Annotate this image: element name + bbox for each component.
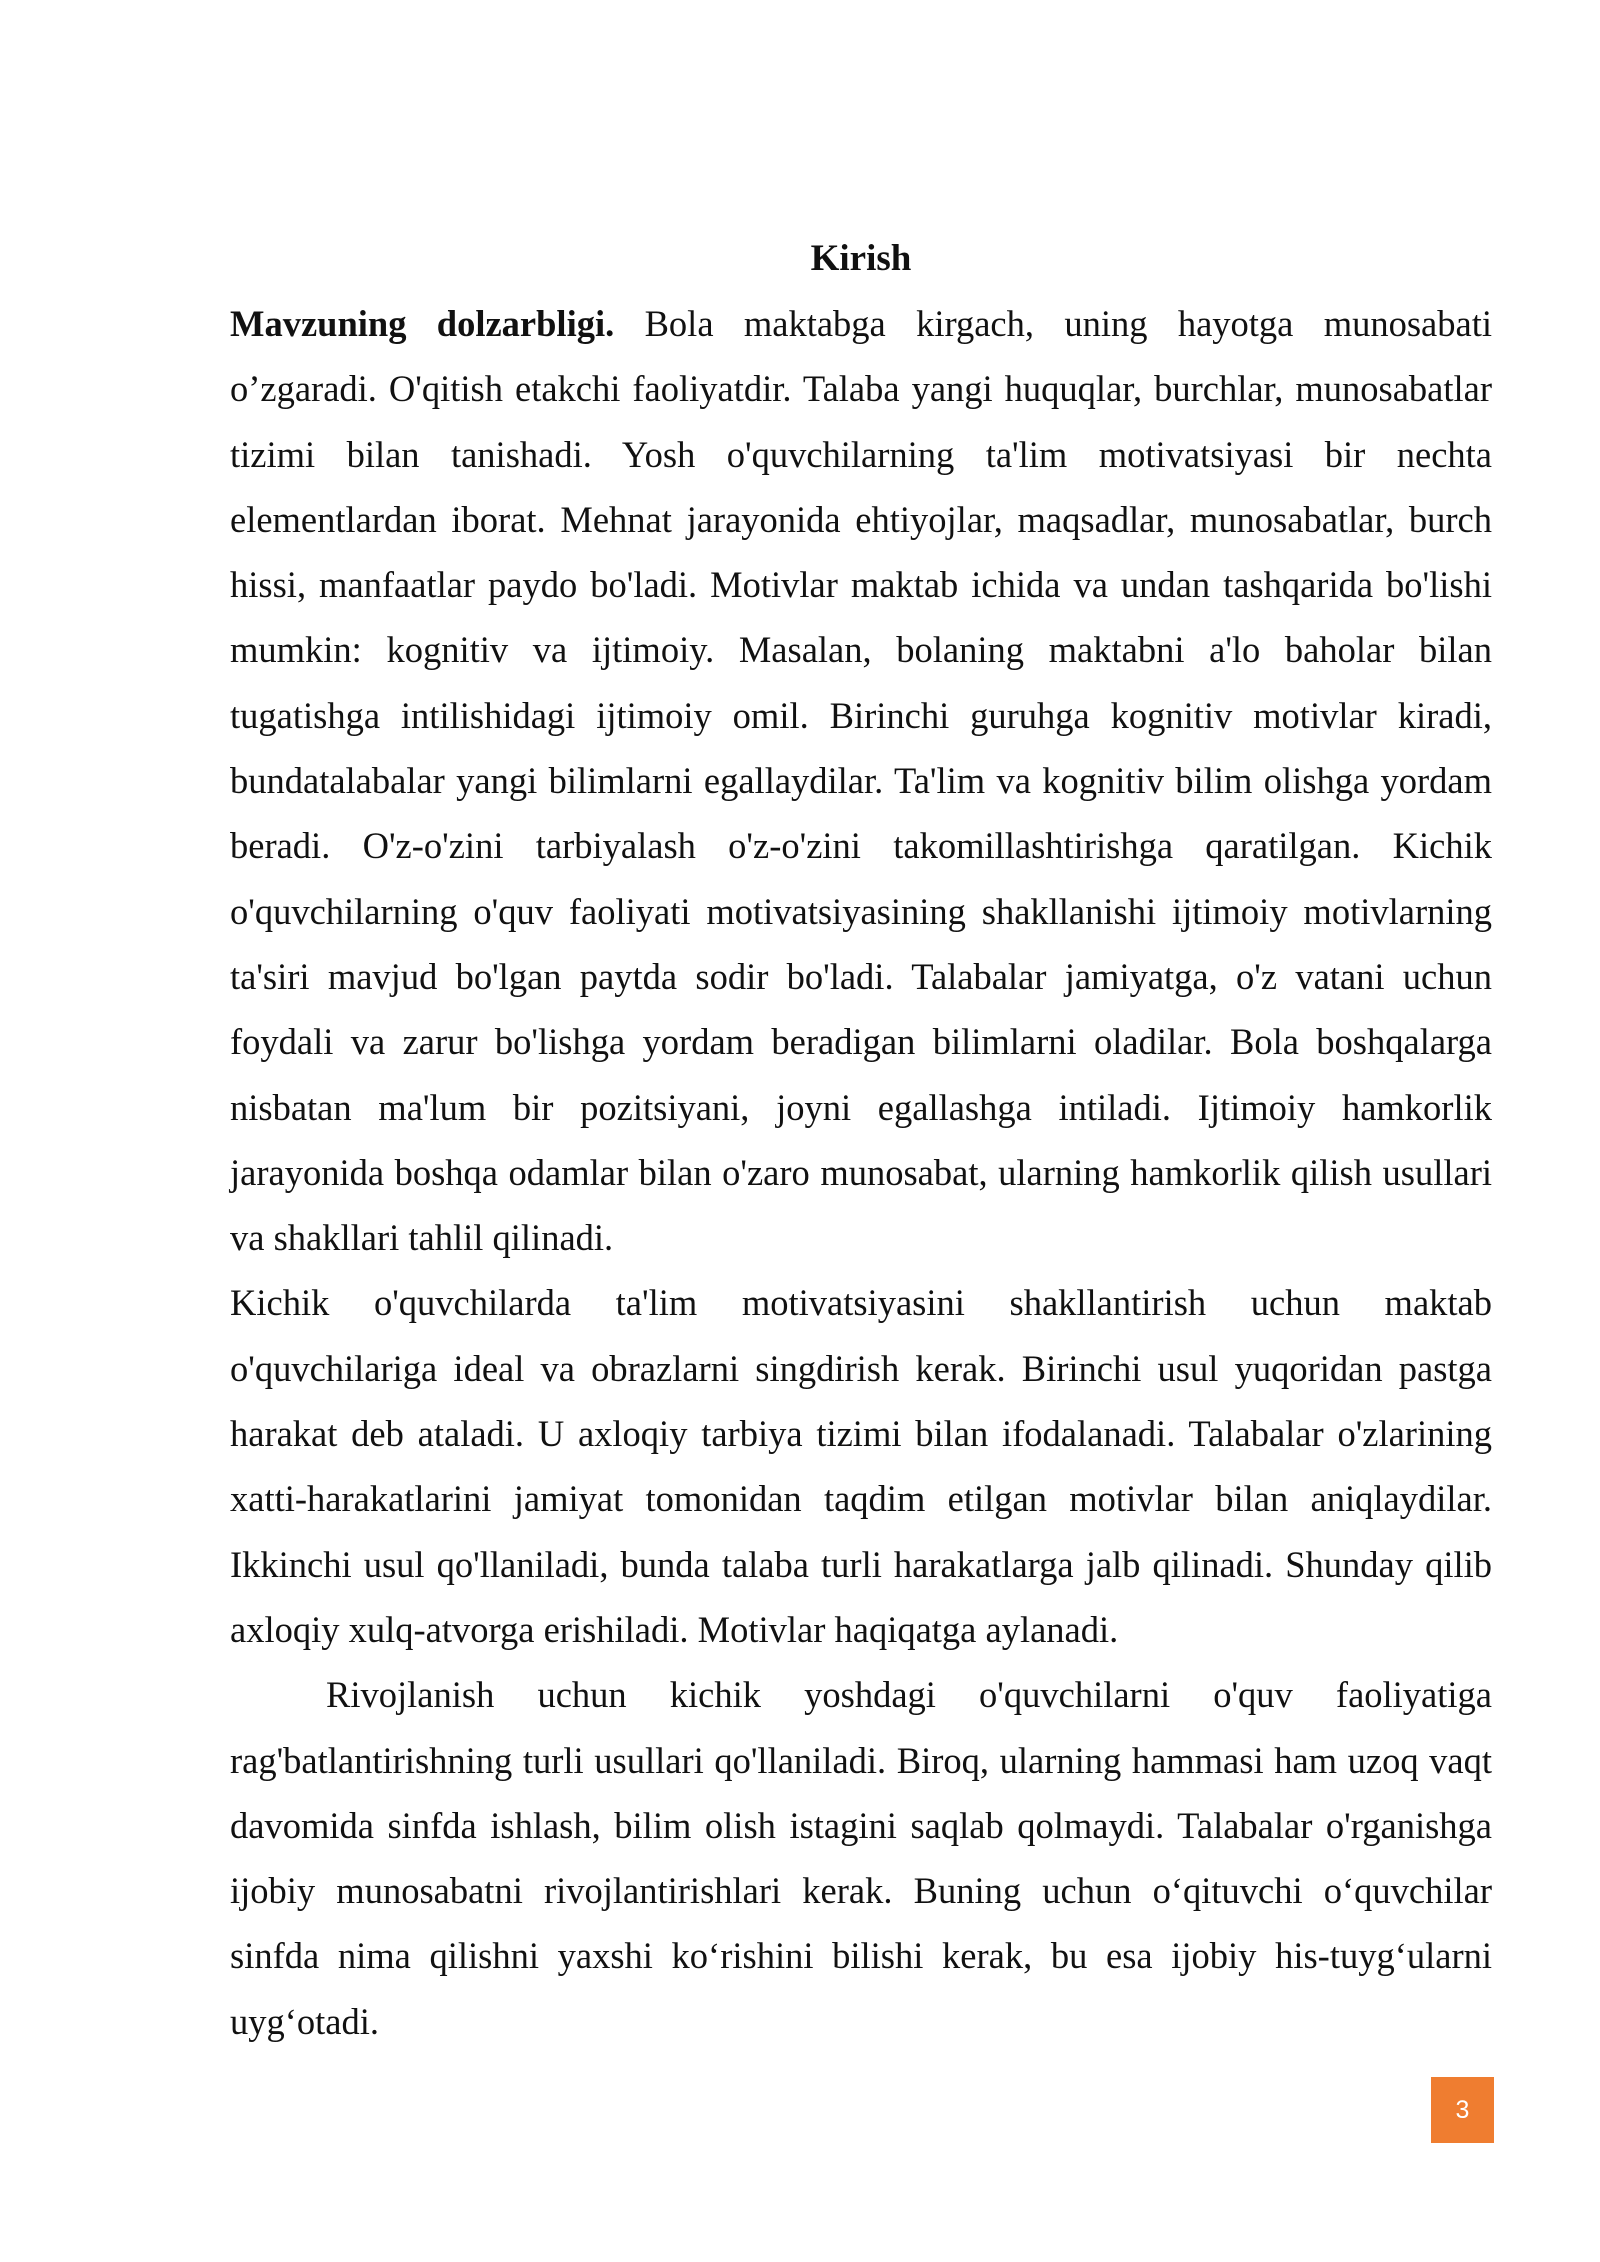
page-content (230, 232, 1492, 2054)
page-number-badge: 3 (1431, 2077, 1494, 2143)
section-title: Kirish (810, 238, 912, 279)
paragraph-relevance (230, 291, 1492, 1270)
paragraph-motivation: Kichik o'quvchilarda ta'lim motivatsiyasini shakllantirish uchun maktab o'quvchilariga ideal va obrazlarni singdirish kerak. Birinchi usul yuqoridan pastga harakat deb ataladi. U axloqiy tarbiya tizimi bilan ifodalanadi. Talabalar o'zlarining xatti-harakatlarini jamiyat tomonidan taqdim etilgan motivlar bilan aniqlaydilar. Ikkinchi usul qo'llaniladi, bunda talaba turli harakatlarga jalb qilinadi. Shunday qilib axloqiy xulq-atvorga erishiladi. Motivlar haqiqatga aylanadi. (230, 1282, 1492, 1650)
paragraph-development: Rivojlanish uchun kichik yoshdagi o'quvchilarni o'quv faoliyatiga rag'batlantirishning turli usullari qo'llaniladi. Biroq, ularning hammasi ham uzoq vaqt davomida sinfda ishlash, bilim olish istagini saqlab qolmaydi. Talabalar o'rganishga ijobiy munosabatni rivojlantirishlari kerak. Buning uchun o‘qituvchi o‘quvchilar sinfda nima qilishni yaxshi ko‘rishini bilishi kerak, bu esa ijobiy his-tuyg‘ularni uyg‘otadi. (230, 1674, 1492, 2042)
paragraph-lead: Mavzuning dolzarbligi. (230, 303, 615, 344)
paragraph-relevance-text: Bola maktabga kirgach, uning hayotga munosabati o’zgaradi. O'qitish etakchi faoliyatdir. Talaba yangi huquqlar, burchlar, munosabatlar tizimi bilan tanishadi. Yosh o'quvchilarning ta'lim motivatsiyasi bir nechta elementlardan iborat. Mehnat jarayonida ehtiyojlar, maqsadlar, munosabatlar, burch hissi, manfaatlar paydo bo'ladi. Motivlar maktab ichida va undan tashqarida bo'lishi mumkin: kognitiv va ijtimoiy. Masalan, bolaning maktabni a'lo baholar bilan tugatishga intilishidagi ijtimoiy omil. Birinchi guruhga kognitiv motivlar kiradi, bundatalabalar yangi bilimlarni egallaydilar. Ta'lim va kognitiv bilim olishga yordam beradi. O'z-o'zini tarbiyalash o'z-o'zini takomillashtirishga qaratilgan. Kichik o'quvchilarning o'quv faoliyati motivatsiyasining shakllanishi ijtimoiy motivlarning ta'siri mavjud bo'lgan paytda sodir bo'ladi. Talabalar jamiyatga, o'z vatani uchun foydali va zarur bo'lishga yordam beradigan bilimlarni oladilar. Bola boshqalarga nisbatan ma'lum bir pozitsiyani, joyni egallashga intiladi. Ijtimoiy hamkorlik jarayonida boshqa odamlar bilan o'zaro munosabat, ularning hamkorlik qilish usullari va shakllari tahlil qilinadi. (230, 303, 1492, 1259)
